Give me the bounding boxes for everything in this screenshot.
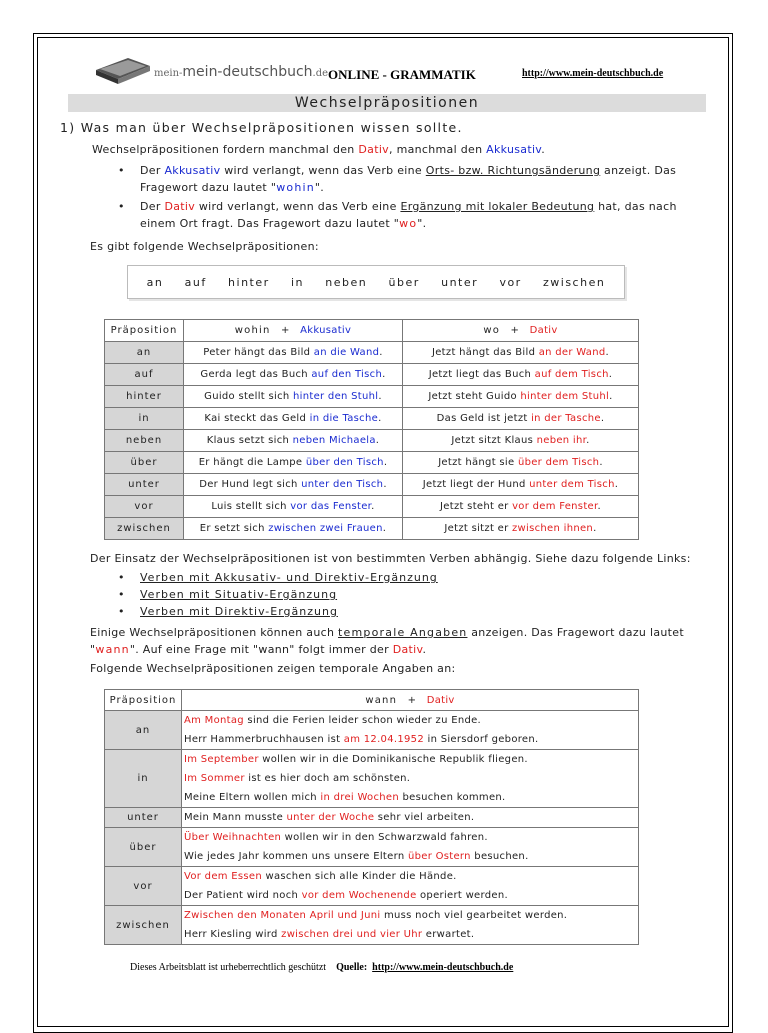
akkusativ-cell [184, 474, 403, 496]
example-cell [182, 750, 639, 808]
worksheet [60, 50, 710, 945]
table-row [105, 828, 639, 867]
prep-cell: neben [105, 430, 184, 452]
dativ-cell [403, 430, 639, 452]
example-line [184, 847, 636, 866]
highlight-dativ: in der Tasche [531, 413, 601, 424]
logo-main-text: mein-deutschbuch [182, 64, 313, 80]
verb-link[interactable]: Verben mit Direktiv-Ergänzung [140, 605, 338, 618]
sentence-end: . [600, 413, 605, 424]
table-row [105, 518, 639, 540]
sentence-text: Mein Mann musste [184, 812, 287, 823]
dativ-cell [403, 518, 639, 540]
sentence-text: Kai steckt das Geld [204, 413, 310, 424]
sentence-text: Herr Kiesling wird [184, 929, 282, 940]
footer-source-link[interactable]: http://www.mein-deutschbuch.de [372, 962, 514, 973]
prep-cell: über [105, 452, 184, 474]
example-line [184, 730, 636, 749]
highlight-dativ: vor dem Fenster [512, 501, 598, 512]
highlight-akkusativ: auf den Tisch [311, 369, 383, 380]
dativ-cell [403, 408, 639, 430]
sentence-text: in Siersdorf geboren. [424, 734, 539, 745]
rule2-link[interactable]: Ergänzung mit lokaler Bedeutung [400, 200, 595, 213]
prep-item: zwischen [543, 275, 606, 289]
temporal-list-intro: Folgende Wechselpräpositionen zeigen temporale Angaben an: [90, 662, 456, 675]
header-title: ONLINE - GRAMMATIK [328, 67, 476, 82]
hdr-wo: wo [483, 325, 501, 336]
rule2-dat: Dativ [164, 200, 196, 213]
rules-list [60, 162, 710, 232]
highlight-dativ: Zwischen den Monaten April und Juni [184, 910, 381, 921]
table-row [105, 430, 639, 452]
example-cell [182, 808, 639, 828]
table-row [105, 364, 639, 386]
prep-cell: hinter [105, 386, 184, 408]
highlight-dativ: über dem Tisch [517, 457, 600, 468]
sentence-end: . [379, 347, 383, 358]
sentence-end: . [375, 435, 380, 446]
footer-source-label: Quelle: [336, 962, 368, 973]
dativ-cell [403, 364, 639, 386]
sentence-text: Jetzt liegt der Hund [422, 479, 530, 490]
prep-item: in [290, 275, 304, 289]
intro-paragraph [92, 141, 710, 158]
sentence-text: Luis stellt sich [211, 501, 291, 512]
akkusativ-cell [184, 342, 403, 364]
sentence-text: sehr viel arbeiten. [374, 812, 475, 823]
highlight-dativ: hinter dem Stuhl [520, 391, 610, 402]
hdr-plus-3: + [407, 694, 417, 706]
example-line [184, 828, 636, 847]
sentence-text: Klaus setzt sich [206, 435, 293, 446]
sentence-text: waschen sich alle Kinder die Hände. [262, 871, 457, 882]
sentence-end: . [609, 391, 613, 402]
temporal-dativ: Dativ [392, 643, 423, 656]
prep-cell: zwischen [105, 518, 184, 540]
table-row [105, 808, 639, 828]
rule1-text-c: anzeigt. Das Fragewort dazu lautet " [140, 164, 677, 194]
example-cell [182, 828, 639, 867]
akkusativ-cell [184, 430, 403, 452]
sentence-end: . [382, 369, 386, 380]
rule2-text-b: wird verlangt, wenn das Verb eine [195, 200, 401, 213]
highlight-akkusativ: an die Wand [313, 347, 380, 358]
table1-body [105, 342, 639, 540]
intro-text-c: . [541, 143, 546, 156]
prep-item: hinter [228, 275, 270, 289]
intro-dativ: Dativ [358, 143, 389, 156]
rule1-text-b: wird verlangt, wenn das Verb eine [220, 164, 426, 177]
prep-item: neben [325, 275, 368, 289]
table-row [105, 496, 639, 518]
sentence-end: . [614, 479, 619, 490]
sentence-text: Jetzt hängt das Bild [431, 347, 539, 358]
sentence-end: . [382, 523, 387, 534]
sentence-text: besuchen kommen. [399, 792, 506, 803]
book-logo-icon [94, 52, 154, 86]
akkusativ-cell [184, 386, 403, 408]
preposition-box [127, 265, 625, 299]
sentence-text: besuchen. [470, 851, 529, 862]
sentence-text: Er hängt die Lampe [198, 457, 306, 468]
highlight-dativ: Am Montag [184, 715, 244, 726]
highlight-dativ: unter dem Tisch [529, 479, 615, 490]
hdr-akk: Akkusativ [300, 325, 352, 336]
sentence-end: . [378, 413, 382, 424]
col-header-akkusativ [184, 320, 403, 342]
prep-cell: über [105, 828, 182, 867]
intro-akkusativ: Akkusativ [486, 143, 542, 156]
hdr-plus: + [280, 325, 290, 336]
hdr-dat: Dativ [529, 325, 558, 336]
sentence-text: sind die Ferien leider schon wieder zu Ende. [243, 715, 482, 726]
rule1-text-a: Der [140, 164, 165, 177]
example-line [184, 711, 636, 730]
sentence-text: Jetzt hängt sie [438, 457, 518, 468]
prep-item: an [146, 275, 164, 289]
prep-cell: in [105, 408, 184, 430]
highlight-dativ: unter der Woche [286, 812, 375, 823]
col-header-wann [182, 690, 639, 711]
example-cell [182, 867, 639, 906]
sentence-text: wollen wir in die Dominikanische Republik fliegen. [258, 754, 528, 765]
highlight-akkusativ: vor das Fenster [290, 501, 372, 512]
prep-item: auf [184, 275, 207, 289]
highlight-dativ: zwischen ihnen [512, 523, 594, 534]
rule2-text-a: Der [140, 200, 165, 213]
header-url-link[interactable]: http://www.mein-deutschbuch.de [522, 68, 664, 79]
table-row [105, 750, 639, 808]
prep-cell: unter [105, 808, 182, 828]
sentence-text: operiert werden. [416, 890, 508, 901]
page-header [60, 50, 710, 86]
highlight-akkusativ: hinter den Stuhl [293, 391, 379, 402]
sentence-text: Der Patient wird noch [184, 890, 302, 901]
section-heading: 1) Was man über Wechselpräpositionen wissen sollte. [60, 120, 463, 135]
sentence-end: . [383, 457, 388, 468]
temporal-question: wann [95, 643, 130, 656]
prep-cell: an [105, 342, 184, 364]
highlight-dativ: in drei Wochen [320, 792, 399, 803]
verb-links-list [60, 569, 710, 620]
table-row [105, 867, 639, 906]
dativ-cell [403, 474, 639, 496]
sentence-end: . [605, 347, 609, 358]
temporal-text-c: ". Auf eine Frage mit "wann" folgt immer der [129, 643, 393, 656]
prep-cell: vor [105, 867, 182, 906]
prep-item: vor [499, 275, 522, 289]
rule1-text-d: ". [314, 181, 325, 194]
logo-suffix-text: .de [312, 68, 329, 79]
highlight-akkusativ: in die Tasche [309, 413, 379, 424]
highlight-dativ: neben ihr [536, 435, 587, 446]
dativ-cell [403, 496, 639, 518]
dativ-cell [403, 452, 639, 474]
hdr-wann: wann [365, 694, 398, 706]
footer-copyright: Dieses Arbeitsblatt ist urheberrechtlich geschützt [130, 962, 327, 973]
table-row [105, 386, 639, 408]
sentence-text: muss noch viel gearbeitet werden. [380, 910, 568, 921]
highlight-akkusativ: über den Tisch [305, 457, 384, 468]
sentence-text: Jetzt sitzt er [444, 523, 512, 534]
intro-text-a: Wechselpräpositionen fordern manchmal den [92, 143, 359, 156]
sentence-text: Jetzt steht er [440, 501, 513, 512]
page-title: Wechselpräpositionen [68, 94, 706, 112]
sentence-text: wollen wir in den Schwarzwald fahren. [281, 832, 488, 843]
highlight-dativ: auf dem Tisch [534, 369, 609, 380]
sentence-end: . [593, 523, 597, 534]
highlight-dativ: an der Wand [538, 347, 606, 358]
sentence-end: . [608, 369, 613, 380]
highlight-dativ: Im September [184, 754, 259, 765]
page-footer [130, 962, 513, 973]
sentence-end: . [371, 501, 375, 512]
hdr-plus-2: + [510, 325, 520, 336]
akkusativ-cell [184, 452, 403, 474]
verb-link[interactable]: Verben mit Situativ-Ergänzung [140, 588, 338, 601]
temporal-paragraph [90, 624, 700, 658]
highlight-dativ: zwischen drei und vier Uhr [281, 929, 423, 940]
dativ-cell [403, 342, 639, 364]
sentence-text: Gerda legt das Buch [200, 369, 312, 380]
highlight-akkusativ: neben Michaela [292, 435, 376, 446]
col-header-prep: Präposition [105, 690, 182, 711]
hdr-wohin: wohin [234, 325, 271, 336]
temporal-text-a: Einige Wechselpräpositionen können auch [90, 626, 339, 639]
table-row [105, 342, 639, 364]
sentence-text: Das Geld ist jetzt [436, 413, 532, 424]
table-header-row [105, 690, 639, 711]
verb-link-item [140, 603, 710, 620]
sentence-text: Guido stellt sich [204, 391, 293, 402]
prep-cell: zwischen [105, 906, 182, 945]
highlight-dativ: am 12.04.1952 [343, 734, 425, 745]
verb-link-item [140, 569, 710, 586]
verb-link-item [140, 586, 710, 603]
prep-cell: auf [105, 364, 184, 386]
sentence-text: Wie jedes Jahr kommen uns unsere Eltern [184, 851, 408, 862]
highlight-dativ: über Ostern [407, 851, 471, 862]
rule1-link[interactable]: Orts- bzw. Richtungsänderung [425, 164, 601, 177]
prep-list-intro: Es gibt folgende Wechselpräpositionen: [90, 240, 319, 253]
sentence-text: ist es hier doch am schönsten. [244, 773, 411, 784]
verb-link[interactable]: Verben mit Akkusativ- und Direktiv-Ergänzung [140, 571, 438, 584]
highlight-dativ: Vor dem Essen [184, 871, 263, 882]
example-line [184, 906, 636, 925]
table-header-row [105, 320, 639, 342]
temporal-text-d: . [422, 643, 427, 656]
rule2-text-c: hat, das nach einem Ort fragt. Das Fragewort dazu lautet " [140, 200, 677, 230]
sentence-text: Der Hund legt sich [199, 479, 302, 490]
table-row [105, 452, 639, 474]
rule2-text-d: ". [417, 217, 427, 230]
temporal-table [104, 689, 639, 945]
logo-wordmark: mein-mein-deutschbuch.de [154, 64, 329, 80]
example-line [184, 808, 636, 827]
highlight-dativ: Über Weihnachten [184, 832, 282, 843]
sentence-text: Herr Hammerbruchhausen ist [184, 734, 344, 745]
example-line [184, 925, 636, 944]
example-line [184, 769, 636, 788]
table2-body [105, 711, 639, 945]
rule1-question: wohin [276, 181, 315, 194]
sentence-text: Peter hängt das Bild [203, 347, 314, 358]
sentence-end: . [383, 479, 387, 490]
example-cell [182, 906, 639, 945]
col-header-prep: Präposition [105, 320, 184, 342]
example-line [184, 750, 636, 769]
table-row [105, 906, 639, 945]
akkusativ-cell [184, 408, 403, 430]
highlight-dativ: Im Sommer [184, 773, 245, 784]
example-cell [182, 711, 639, 750]
prep-cell: in [105, 750, 182, 808]
col-header-dativ [403, 320, 639, 342]
example-line [184, 788, 636, 807]
prep-cell: an [105, 711, 182, 750]
highlight-akkusativ: unter den Tisch [301, 479, 384, 490]
prep-item: über [388, 275, 420, 289]
akkusativ-cell [184, 518, 403, 540]
prep-item: unter [441, 275, 479, 289]
sentence-text: Jetzt liegt das Buch [428, 369, 535, 380]
table-row [105, 474, 639, 496]
sentence-end: . [599, 457, 603, 468]
rule1-akk: Akkusativ [164, 164, 221, 177]
rule-akkusativ [140, 162, 708, 196]
sentence-text: Jetzt steht Guido [428, 391, 521, 402]
sentence-text: Jetzt sitzt Klaus [451, 435, 537, 446]
verbs-intro: Der Einsatz der Wechselpräpositionen ist von bestimmten Verben abhängig. Siehe dazu folgende Links: [90, 552, 691, 565]
sentence-text: erwartet. [422, 929, 475, 940]
table-row [105, 711, 639, 750]
hdr-dat-2: Dativ [426, 694, 455, 706]
prep-cell: vor [105, 496, 184, 518]
sentence-text: Meine Eltern wollen mich [184, 792, 321, 803]
sentence-text: Er setzt sich [199, 523, 269, 534]
rule2-question: wo [399, 217, 418, 230]
dativ-cell [403, 386, 639, 408]
wohin-wo-table [104, 319, 639, 540]
temporal-link[interactable]: temporale Angaben [338, 626, 468, 639]
sentence-end: . [378, 391, 382, 402]
highlight-dativ: vor dem Wochenende [301, 890, 417, 901]
highlight-akkusativ: zwischen zwei Frauen [268, 523, 383, 534]
akkusativ-cell [184, 364, 403, 386]
sentence-end: . [597, 501, 601, 512]
example-line [184, 867, 636, 886]
akkusativ-cell [184, 496, 403, 518]
table-row [105, 408, 639, 430]
sentence-end: . [586, 435, 590, 446]
rule-dativ [140, 198, 708, 232]
prep-cell: unter [105, 474, 184, 496]
intro-text-b: , manchmal den [388, 143, 487, 156]
example-line [184, 886, 636, 905]
temporal-text-b: anzeigen. Das Fragewort dazu lautet " [90, 626, 684, 656]
